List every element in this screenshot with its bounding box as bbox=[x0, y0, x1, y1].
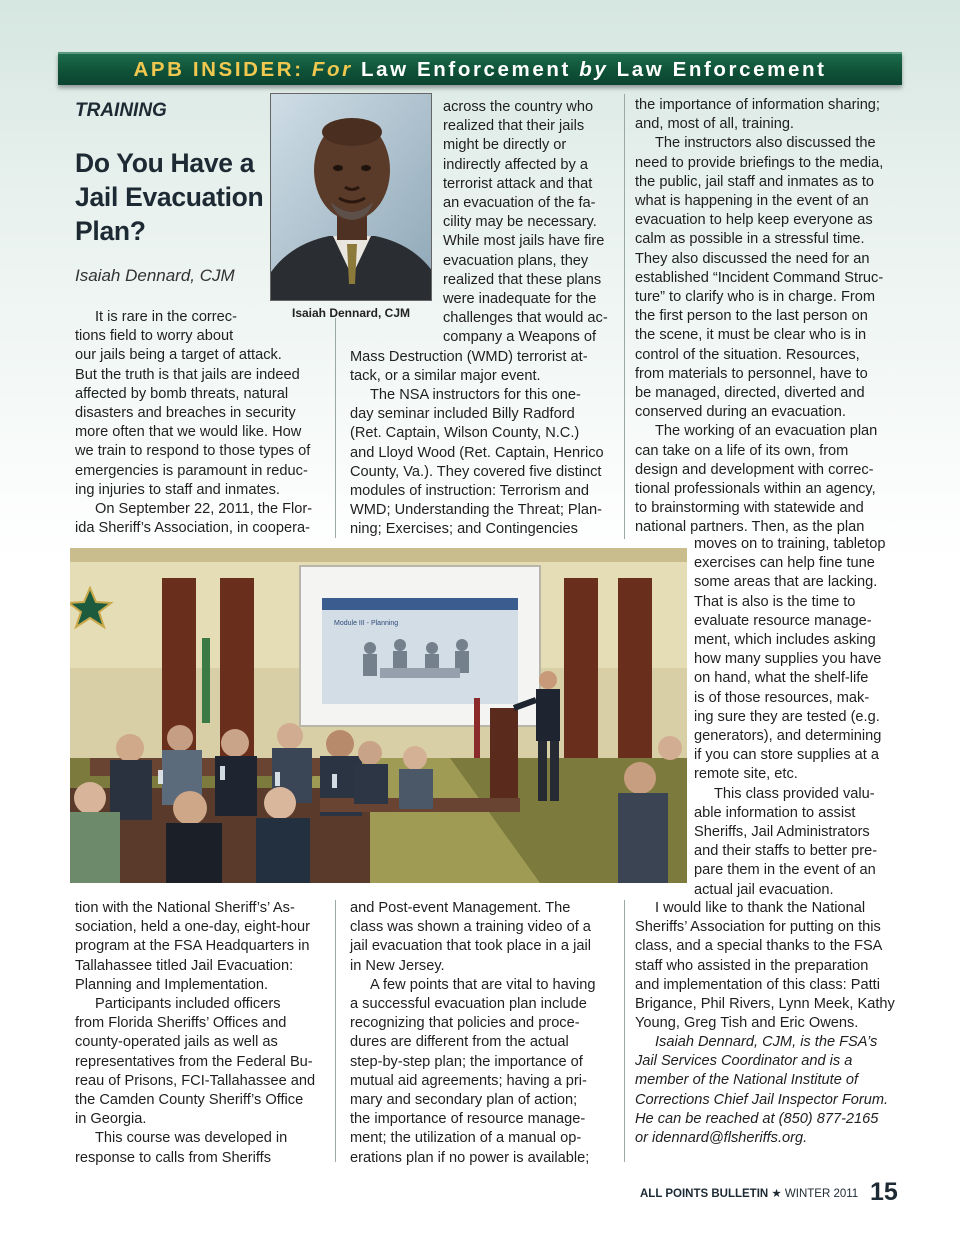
text-line: can take on a life of its own, from bbox=[635, 442, 849, 459]
text-line: moves on to training, tabletop bbox=[694, 536, 886, 552]
text-line: ing sure they are tested (e.g. bbox=[694, 708, 880, 725]
text-line: is of those resources, mak- bbox=[694, 689, 870, 706]
text-line: the public, jail staff and inmates as to bbox=[635, 173, 875, 190]
text-line: able information to assist bbox=[694, 804, 856, 821]
text-line: Mass Destruction (WMD) terrorist at- bbox=[350, 348, 588, 365]
text-line: county-operated jails as well as bbox=[75, 1034, 278, 1051]
slide-title: Module III - Planning bbox=[334, 620, 399, 627]
title-line: Plan? bbox=[75, 216, 146, 246]
text-line: need to provide briefings to the media, bbox=[635, 154, 884, 171]
text-line: On September 22, 2011, the Flor- bbox=[95, 501, 313, 517]
text-line: erations plan if no power is available; bbox=[350, 1149, 590, 1166]
text-line: pare them in the event of an bbox=[694, 862, 876, 879]
text-line: ida Sheriff’s Association, in coopera- bbox=[75, 520, 310, 537]
text-line: the scene, it must be clear who is in bbox=[635, 327, 867, 344]
text-line: A few points that are vital to having bbox=[370, 976, 596, 993]
text-line: It is rare in the correc- bbox=[95, 309, 237, 325]
text-line: staff who assisted in the preparation bbox=[635, 957, 869, 974]
section-label: TRAINING bbox=[75, 100, 167, 121]
text-line: on hand, what the shelf-life bbox=[694, 670, 869, 687]
text-line: County, Va.). They covered five distinct bbox=[350, 463, 602, 480]
text-line: mary and secondary plan of action; bbox=[350, 1092, 578, 1108]
text-line: evacuation to help keep everyone as bbox=[635, 212, 873, 229]
text-line: affected by bomb threats, natural bbox=[75, 385, 289, 402]
text-line: ture” to clarify who is in charge. From bbox=[635, 289, 876, 305]
text-line: I would like to thank the National bbox=[655, 900, 866, 916]
text-line: the first person to the last person on bbox=[635, 308, 868, 325]
title-line: Jail Evacuation bbox=[75, 182, 264, 212]
text-line: if you can store supplies at a bbox=[694, 747, 879, 764]
text-line: and their staffs to better pre- bbox=[694, 843, 878, 860]
text-line: remote site, etc. bbox=[694, 766, 798, 783]
training-class-photo bbox=[70, 548, 687, 883]
text-line: cility may be necessary. bbox=[443, 214, 597, 231]
text-line: But the truth is that jails are indeed bbox=[75, 366, 300, 383]
text-line: emergencies is paramount in reduc- bbox=[75, 462, 308, 479]
text-line: and implementation of this class: Patti bbox=[635, 976, 880, 993]
title-line: Do You Have a bbox=[75, 148, 255, 178]
text-line: challenges that would ac- bbox=[443, 310, 608, 327]
text-line: member of the National Institute of bbox=[635, 1072, 859, 1089]
text-line: from materials to personnel, have to bbox=[635, 365, 868, 382]
text-line: be managed, directed, diverted and bbox=[635, 385, 865, 401]
portrait-caption: Isaiah Dennard, CJM bbox=[291, 306, 411, 320]
text-line: tack, or a similar major event. bbox=[350, 367, 541, 384]
text-line: Planning and Implementation. bbox=[75, 976, 269, 993]
text-line: to brainstorming with statewide and bbox=[635, 500, 864, 517]
text-line: The working of an evacuation plan bbox=[655, 423, 878, 440]
text-line: tion with the National Sheriff’s’ As- bbox=[75, 900, 295, 916]
classroom-illustration bbox=[70, 548, 687, 883]
text-line: He can be reached at (850) 877-2165 bbox=[635, 1110, 879, 1127]
text-line: response to calls from Sheriffs bbox=[75, 1149, 272, 1166]
text-line: mutual aid agreements; having a pri- bbox=[350, 1072, 587, 1089]
text-line: Corrections Chief Jail Inspector Forum. bbox=[635, 1091, 889, 1108]
text-line: While most jails have fire bbox=[443, 233, 605, 250]
text-line: Participants included officers bbox=[95, 996, 281, 1012]
text-line: class, and a special thanks to the FSA bbox=[635, 938, 883, 955]
banner-for: For bbox=[311, 58, 353, 81]
text-line: from Florida Sheriffs’ Offices and bbox=[75, 1015, 287, 1032]
text-line: the importance of resource manage- bbox=[350, 1111, 586, 1128]
text-line: step-by-step plan; the importance of bbox=[350, 1053, 583, 1070]
text-line: conserved during an evacuation. bbox=[635, 404, 846, 421]
text-line: ment; the utilization of a manual op- bbox=[350, 1130, 582, 1147]
text-line: jail evacuation that took place in a jail bbox=[350, 938, 591, 955]
page-footer bbox=[640, 1186, 858, 1200]
text-line: reau of Prisons, FCI-Tallahassee and bbox=[75, 1072, 316, 1089]
column-rule-2-top bbox=[624, 94, 625, 539]
text-line: what is happening in the event of an bbox=[635, 193, 869, 209]
text-line: representatives from the Federal Bu- bbox=[75, 1053, 313, 1070]
text-line: exercises can help fine tune bbox=[694, 555, 875, 572]
text-line: generators), and determining bbox=[694, 728, 882, 744]
banner-prefix: APB INSIDER: bbox=[133, 58, 304, 81]
text-line: established “Incident Command Struc- bbox=[635, 269, 884, 286]
text-line: (Ret. Captain, Wilson County, N.C.) bbox=[350, 425, 580, 442]
header-banner bbox=[58, 52, 902, 85]
author-portrait bbox=[270, 93, 432, 301]
text-line: our jails being a target of attack. bbox=[75, 347, 282, 364]
text-line: ing injuries to staff and inmates. bbox=[75, 481, 280, 498]
text-line: Brigance, Phil Rivers, Lynn Meek, Kathy bbox=[635, 996, 895, 1012]
text-line: and Lloyd Wood (Ret. Captain, Henrico bbox=[350, 444, 604, 461]
text-line: control of the situation. Resources, bbox=[635, 346, 860, 363]
text-line: Jail Services Coordinator and is a bbox=[635, 1053, 853, 1070]
page-number: 15 bbox=[870, 1178, 898, 1206]
portrait-illustration bbox=[271, 94, 432, 301]
text-line: Sheriffs, Jail Administrators bbox=[694, 824, 870, 840]
text-line: sociation, held a one-day, eight-hour bbox=[75, 919, 311, 936]
article-title bbox=[75, 146, 275, 248]
text-line: They also discussed the need for an bbox=[635, 250, 870, 267]
byline: Isaiah Dennard, CJM bbox=[75, 266, 235, 285]
text-line: day seminar included Billy Radford bbox=[350, 406, 575, 423]
text-line: Sheriffs’ Association for putting on this bbox=[635, 919, 881, 936]
text-line: That is also is the time to bbox=[694, 593, 856, 610]
text-line: terrorist attack and that bbox=[443, 175, 593, 192]
text-line: company a Weapons of bbox=[443, 329, 597, 346]
text-line: Young, Greg Tish and Eric Owens. bbox=[635, 1015, 859, 1032]
issue-label: WINTER 2011 bbox=[784, 1188, 859, 1200]
text-line: in Georgia. bbox=[75, 1111, 147, 1128]
publication-name: ALL POINTS BULLETIN bbox=[640, 1188, 769, 1200]
text-line: program at the FSA Headquarters in bbox=[75, 938, 310, 955]
text-line: design and development with correc- bbox=[635, 461, 874, 478]
text-line: actual jail evacuation. bbox=[694, 881, 834, 898]
text-line: some areas that are lacking. bbox=[694, 574, 878, 591]
text-line: in New Jersey. bbox=[350, 957, 445, 974]
text-line: or idennard@flsheriffs.org. bbox=[635, 1130, 808, 1146]
text-line: modules of instruction: Terrorism and bbox=[350, 483, 590, 499]
column-rule-1-bottom bbox=[335, 900, 336, 1162]
text-line: an evacuation of the fa- bbox=[443, 195, 596, 211]
text-line: the Camden County Sheriff’s Office bbox=[75, 1092, 304, 1108]
text-line: ment, which includes asking bbox=[694, 632, 876, 648]
text-line: ning; Exercises; and Contingencies bbox=[350, 521, 578, 538]
text-line: evacuation plans, they bbox=[443, 252, 589, 269]
text-line: tional professionals within an agency, bbox=[635, 481, 876, 497]
text-line: tions field to worry about bbox=[75, 328, 234, 345]
text-line: Isaiah Dennard, CJM, is the FSA’s bbox=[655, 1034, 878, 1050]
text-line: how many supplies you have bbox=[694, 651, 882, 668]
text-line: realized that these plans bbox=[443, 271, 602, 288]
banner-by: by bbox=[579, 58, 609, 81]
column-rule-2-bottom bbox=[624, 900, 625, 1162]
banner-middle: Law Enforcement bbox=[361, 58, 571, 81]
text-line: we train to respond to those types of bbox=[75, 443, 311, 460]
banner-suffix: Law Enforcement bbox=[616, 58, 827, 81]
text-line: calm as possible in a stressful time. bbox=[635, 231, 865, 248]
text-line: recognizing that policies and proce- bbox=[350, 1015, 580, 1032]
text-line: This class provided valu- bbox=[714, 785, 875, 802]
text-line: Tallahassee titled Jail Evacuation: bbox=[75, 957, 294, 974]
text-line: national partners. Then, as the plan bbox=[635, 519, 865, 536]
text-line: more often that we would like. How bbox=[75, 424, 302, 441]
text-line: The instructors also discussed the bbox=[655, 135, 876, 152]
star-icon: ★ bbox=[771, 1188, 782, 1200]
text-line: evaluate resource manage- bbox=[694, 612, 872, 629]
text-line: might be directly or bbox=[443, 137, 567, 154]
text-line: dures are different from the actual bbox=[350, 1034, 569, 1051]
text-line: WMD; Understanding the Threat; Plan- bbox=[350, 502, 602, 519]
text-line: realized that their jails bbox=[443, 118, 585, 135]
text-line: This course was developed in bbox=[95, 1130, 288, 1147]
column-rule-1-top bbox=[335, 318, 336, 538]
text-line: and, most of all, training. bbox=[635, 116, 794, 133]
text-line: The NSA instructors for this one- bbox=[370, 387, 581, 403]
text-line: class was shown a training video of a bbox=[350, 919, 591, 936]
text-line: a successful evacuation plan include bbox=[350, 996, 587, 1012]
text-line: and Post-event Management. The bbox=[350, 900, 571, 916]
text-line: indirectly affected by a bbox=[443, 156, 588, 173]
text-line: the importance of information sharing; bbox=[635, 97, 880, 113]
text-line: were inadequate for the bbox=[443, 291, 597, 307]
text-line: across the country who bbox=[443, 99, 594, 115]
text-line: disasters and breaches in security bbox=[75, 405, 296, 421]
